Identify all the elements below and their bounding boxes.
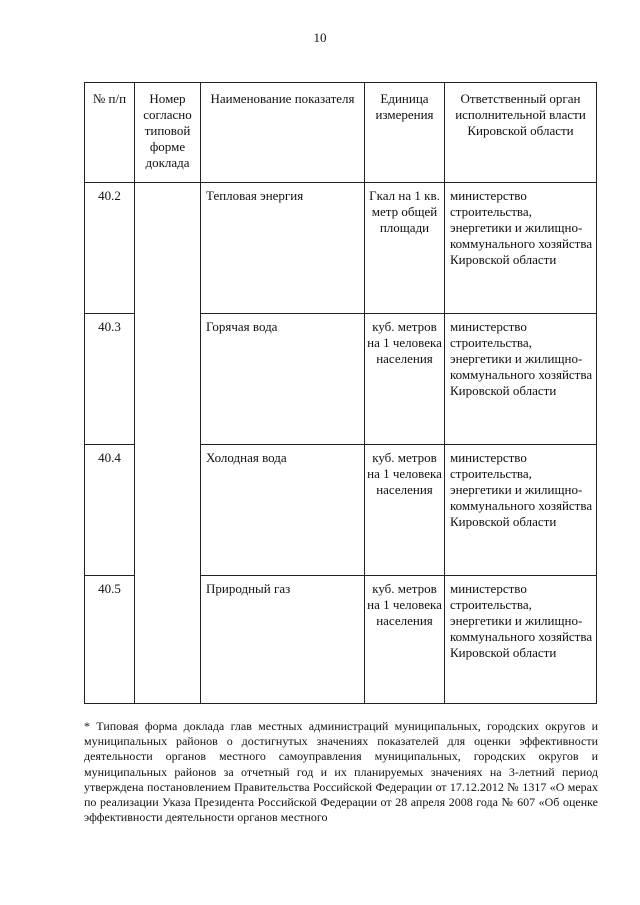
- table-header-row: [85, 83, 597, 183]
- header-form-number: Номер согласно типовой форме доклада: [135, 83, 201, 183]
- row-name: Холодная вода: [201, 445, 365, 576]
- row-form-number: [135, 183, 201, 704]
- row-org: министерство строительства, энергетики и жилищно-коммунального хозяйства Кировской области: [445, 445, 597, 576]
- row-name: Природный газ: [201, 576, 365, 704]
- header-org: Ответственный орган исполнительной власти Кировской области: [445, 83, 597, 183]
- footnote-text: * Типовая форма доклада глав местных администраций муниципальных, городских округов и муниципальных районов о достигнутых значениях показателей для оценки эффективности деятельности органов местного самоуправления муниципальных, городских округов и муниципальных районов за отчетный год и их планируемых значениях на 3-летний период утверждена постановлением Правительства Российской Федерации от 17.12.2012 № 1317 «О мерах по реализации Указа Президента Российской Федерации от 28 апреля 2008 года № 607 «Об оценке эффективности деятельности органов местного: [84, 719, 598, 825]
- row-unit: Гкал на 1 кв. метр общей площади: [365, 183, 445, 314]
- header-num: № п/п: [85, 83, 135, 183]
- row-org: министерство строительства, энергетики и жилищно-коммунального хозяйства Кировской области: [445, 314, 597, 445]
- table-row: [85, 183, 597, 314]
- row-org: министерство строительства, энергетики и жилищно-коммунального хозяйства Кировской области: [445, 183, 597, 314]
- row-num: 40.2: [85, 183, 135, 314]
- footnote: [84, 719, 598, 825]
- row-num: 40.5: [85, 576, 135, 704]
- row-num: 40.4: [85, 445, 135, 576]
- row-unit: куб. метров на 1 человека населения: [365, 314, 445, 445]
- row-unit: куб. метров на 1 человека населения: [365, 576, 445, 704]
- indicators-table: [84, 82, 597, 704]
- header-unit: Единица измерения: [365, 83, 445, 183]
- page-number: 10: [313, 30, 327, 45]
- row-org: министерство строительства, энергетики и жилищно-коммунального хозяйства Кировской области: [445, 576, 597, 704]
- row-name: Тепловая энергия: [201, 183, 365, 314]
- row-unit: куб. метров на 1 человека населения: [365, 445, 445, 576]
- row-name: Горячая вода: [201, 314, 365, 445]
- row-num: 40.3: [85, 314, 135, 445]
- header-name: Наименование показателя: [201, 83, 365, 183]
